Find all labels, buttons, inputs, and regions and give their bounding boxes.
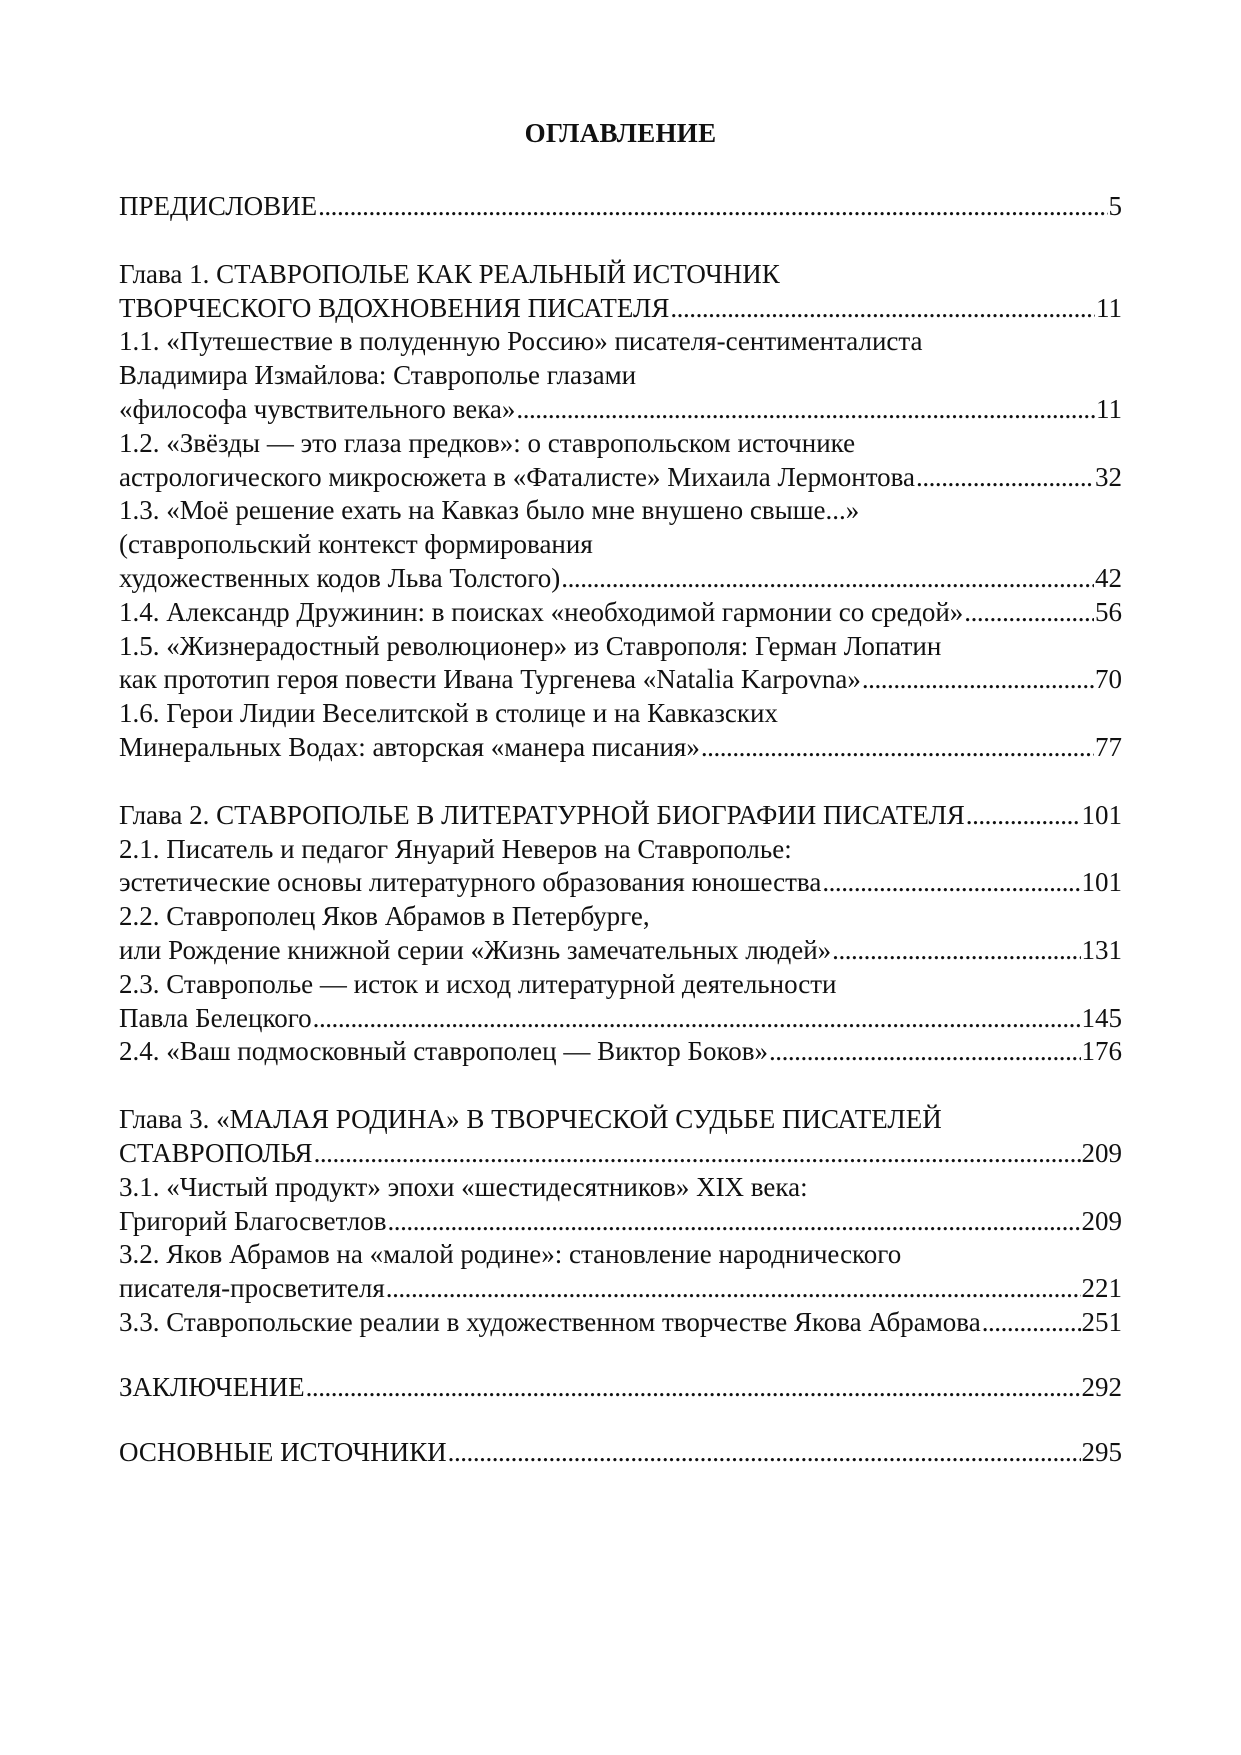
- toc-entry[interactable]: [119, 190, 1122, 224]
- toc-entry-last-line: [119, 292, 1122, 326]
- toc-entry-last-line: [119, 1306, 1122, 1340]
- toc-entry[interactable]: [119, 1238, 1122, 1306]
- toc-page-number: 209: [1081, 1205, 1122, 1236]
- toc-entry-text: писателя-просветителя: [119, 1273, 385, 1304]
- toc-entry-line: 1.3. «Моё решение ехать на Кавказ было мне внушено свыше...»: [119, 495, 860, 526]
- toc-entry-line: Глава 1. СТАВРОПОЛЬЕ КАК РЕАЛЬНЫЙ ИСТОЧНИК: [119, 258, 780, 289]
- toc-entry-last-line: [119, 393, 1122, 427]
- toc-entry[interactable]: [119, 900, 1122, 968]
- toc-page-number: 11: [1096, 292, 1122, 323]
- toc-page-number: 56: [1095, 596, 1122, 627]
- dot-leader: [769, 1035, 1081, 1069]
- toc-page-number: 32: [1095, 461, 1122, 492]
- dot-leader: [448, 1436, 1081, 1470]
- toc-entry-last-line: [119, 731, 1122, 765]
- toc-entry[interactable]: [119, 1103, 1122, 1171]
- dot-leader: [318, 190, 1107, 224]
- toc-entry-text: Григорий Благосветлов: [119, 1205, 387, 1236]
- toc-page-number: 77: [1095, 731, 1122, 762]
- toc-entry[interactable]: [119, 1035, 1122, 1069]
- dot-leader: [314, 1137, 1081, 1171]
- toc-page-number: 209: [1081, 1137, 1122, 1168]
- dot-leader: [516, 393, 1095, 427]
- dot-leader: [386, 1272, 1081, 1306]
- toc-page-number: 101: [1081, 867, 1122, 898]
- toc-entry-line: 3.2. Яков Абрамов на «малой родине»: становление народнического: [119, 1239, 902, 1270]
- toc-entry[interactable]: [119, 833, 1122, 901]
- toc-entry[interactable]: [119, 325, 1122, 426]
- toc-entry-text: Глава 2. СТАВРОПОЛЬЕ В ЛИТЕРАТУРНОЙ БИОГРАФИИ ПИСАТЕЛЯ: [119, 799, 965, 830]
- toc-entry-line: 1.5. «Жизнерадостный революционер» из Ставрополя: Герман Лопатин: [119, 630, 942, 661]
- toc-entry-text: Минеральных Водах: авторская «манера писания»: [119, 731, 700, 762]
- dot-leader: [916, 461, 1094, 495]
- toc-page-number: 292: [1081, 1371, 1122, 1402]
- dot-leader: [561, 562, 1094, 596]
- toc-entry-last-line: [119, 190, 1122, 224]
- toc-page-number: 42: [1095, 562, 1122, 593]
- toc-page-number: 70: [1095, 664, 1122, 695]
- toc-entry-last-line: [119, 1002, 1122, 1036]
- dot-leader: [966, 799, 1081, 833]
- dot-leader: [964, 596, 1094, 630]
- toc-entry-text: ЗАКЛЮЧЕНИЕ: [119, 1371, 305, 1402]
- toc-entry-text: художественных кодов Льва Толстого): [119, 562, 561, 593]
- toc-entry-line: Владимира Измайлова: Ставрополье глазами: [119, 360, 637, 391]
- toc-entry-last-line: [119, 1205, 1122, 1239]
- toc-entry[interactable]: [119, 630, 1122, 698]
- toc-entry-last-line: [119, 866, 1122, 900]
- toc-entry[interactable]: [119, 1371, 1122, 1405]
- toc-page-number: 131: [1081, 934, 1122, 965]
- toc-entry[interactable]: [119, 1171, 1122, 1239]
- toc-page-number: 176: [1081, 1036, 1122, 1067]
- dot-leader: [822, 866, 1080, 900]
- toc-entry[interactable]: [119, 494, 1122, 595]
- toc-entry-text: 3.3. Ставропольские реалии в художественном творчестве Якова Абрамова: [119, 1306, 981, 1337]
- toc-entry-line: 1.1. «Путешествие в полуденную Россию» писателя-сентименталиста: [119, 326, 923, 357]
- toc-entry-last-line: [119, 1436, 1122, 1470]
- toc-entry-line: Глава 3. «МАЛАЯ РОДИНА» В ТВОРЧЕСКОЙ СУДЬБЕ ПИСАТЕЛЕЙ: [119, 1104, 942, 1135]
- toc-entry-text: ПРЕДИСЛОВИЕ: [119, 191, 318, 221]
- dot-leader: [862, 663, 1094, 697]
- toc-entry-text: или Рождение книжной серии «Жизнь замечательных людей»: [119, 934, 832, 965]
- dot-leader: [982, 1306, 1081, 1340]
- toc-entry-last-line: [119, 461, 1122, 495]
- toc-page-number: 101: [1081, 799, 1122, 830]
- toc-entry-line: 2.2. Ставрополец Яков Абрамов в Петербурге,: [119, 901, 650, 932]
- page-title: ОГЛАВЛЕНИЕ: [524, 118, 717, 148]
- toc-entry-last-line: [119, 663, 1122, 697]
- toc-entry-line: 1.6. Герои Лидии Веселитской в столице и на Кавказских: [119, 698, 778, 729]
- toc-entry-last-line: [119, 1035, 1122, 1069]
- toc-entry-text: СТАВРОПОЛЬЯ: [119, 1137, 313, 1168]
- toc-entry[interactable]: [119, 799, 1122, 833]
- dot-leader: [670, 292, 1095, 326]
- toc-entry[interactable]: [119, 1306, 1122, 1340]
- toc-entry-text: как прототип героя повести Ивана Тургенева «Natalia Karpovna»: [119, 664, 861, 695]
- toc-entry[interactable]: [119, 697, 1122, 765]
- toc-entry[interactable]: [119, 427, 1122, 495]
- toc-entry-line: 3.1. «Чистый продукт» эпохи «шестидесятников» XIX века:: [119, 1171, 808, 1202]
- toc-entry-last-line: [119, 934, 1122, 968]
- toc-page-number: 295: [1081, 1436, 1122, 1467]
- dot-leader: [313, 1002, 1081, 1036]
- toc-entry-text: 2.4. «Ваш подмосковный ставрополец — Виктор Боков»: [119, 1036, 768, 1067]
- toc-entry-text: ОСНОВНЫЕ ИСТОЧНИКИ: [119, 1436, 447, 1467]
- table-of-contents: [119, 190, 1122, 1469]
- toc-page-number: 11: [1096, 393, 1122, 424]
- dot-leader: [701, 731, 1094, 765]
- toc-entry-line: (ставропольский контекст формирования: [119, 529, 593, 560]
- dot-leader: [832, 934, 1080, 968]
- toc-entry-line: 1.2. «Звёзды — это глаза предков»: о ставропольском источнике: [119, 427, 856, 458]
- toc-entry[interactable]: [119, 596, 1122, 630]
- toc-entry[interactable]: [119, 968, 1122, 1036]
- toc-page-number: 5: [1108, 191, 1122, 221]
- toc-entry-last-line: [119, 596, 1122, 630]
- toc-entry-last-line: [119, 562, 1122, 596]
- toc-entry-last-line: [119, 1371, 1122, 1405]
- toc-entry-text: эстетические основы литературного образования юношества: [119, 867, 822, 898]
- dot-leader: [306, 1371, 1081, 1405]
- toc-entry-text: 1.4. Александр Дружинин: в поисках «необходимой гармонии со средой»: [119, 596, 964, 627]
- toc-page-number: 145: [1081, 1002, 1122, 1033]
- toc-entry-line: 2.1. Писатель и педагог Януарий Неверов на Ставрополье:: [119, 833, 792, 864]
- toc-entry-last-line: [119, 1272, 1122, 1306]
- toc-page-number: 221: [1081, 1273, 1122, 1304]
- toc-entry[interactable]: [119, 258, 1122, 326]
- toc-entry[interactable]: [119, 1436, 1122, 1470]
- toc-entry-line: 2.3. Ставрополье — исток и исход литературной деятельности: [119, 968, 837, 999]
- toc-entry-text: «философа чувствительного века»: [119, 393, 516, 424]
- toc-page-number: 251: [1081, 1306, 1122, 1337]
- toc-entry-last-line: [119, 1137, 1122, 1171]
- dot-leader: [388, 1205, 1081, 1239]
- toc-entry-text: ТВОРЧЕСКОГО ВДОХНОВЕНИЯ ПИСАТЕЛЯ: [119, 292, 670, 323]
- toc-entry-last-line: [119, 799, 1122, 833]
- toc-entry-text: Павла Белецкого: [119, 1002, 312, 1033]
- toc-entry-text: астрологического микросюжета в «Фаталисте» Михаила Лермонтова: [119, 461, 916, 492]
